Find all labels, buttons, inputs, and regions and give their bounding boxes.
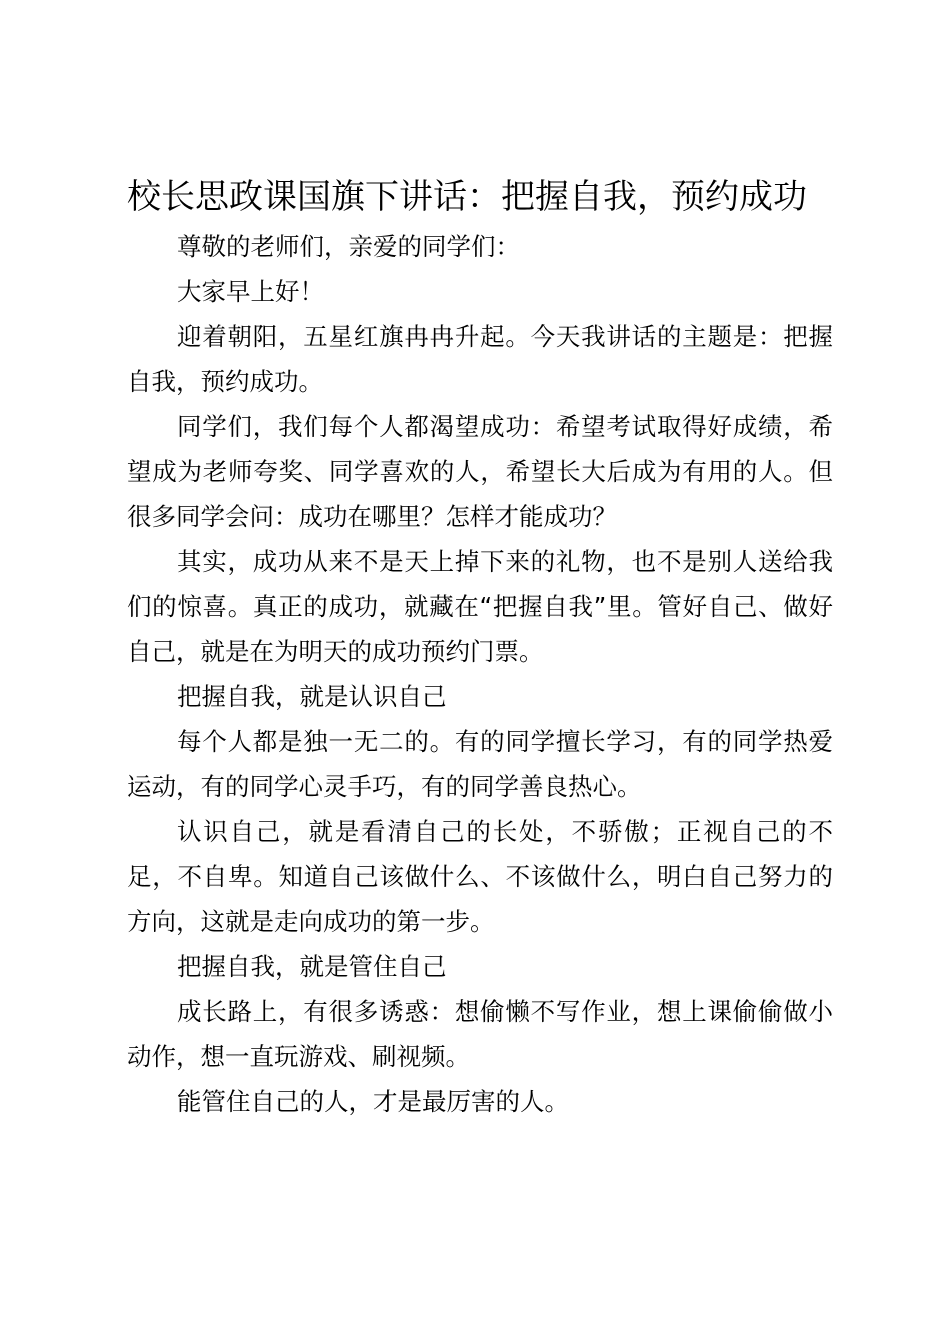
paragraph-desire-success: 同学们，我们每个人都渴望成功：希望考试取得好成绩，希望成为老师夸奖、同学喜欢的人，希望长大后成为有用的人。但很多同学会问：成功在哪里？怎样才能成功？	[127, 412, 833, 531]
section-heading-control-yourself: 把握自我，就是管住自己	[177, 952, 447, 981]
paragraph-temptations: 成长路上，有很多诱惑：想偷懒不写作业，想上课偷偷做小动作，想一直玩游戏、刷视频。	[127, 997, 833, 1071]
document-body	[127, 224, 833, 1124]
document-title: 校长思政课国旗下讲话：把握自我，预约成功	[127, 177, 807, 217]
paragraph-good-morning: 大家早上好！	[177, 277, 324, 306]
paragraph-know-strengths: 认识自己，就是看清自己的长处，不骄傲；正视自己的不足，不自卑。知道自己该做什么、不该做什么，明白自己努力的方向，这就是走向成功的第一步。	[127, 817, 833, 936]
paragraph-true-success: 其实，成功从来不是天上掉下来的礼物，也不是别人送给我们的惊喜。真正的成功，就藏在“把握自我”里。管好自己、做好自己，就是在为明天的成功预约门票。	[127, 547, 833, 666]
paragraph-theme: 迎着朝阳，五星红旗冉冉升起。今天我讲话的主题是：把握自我，预约成功。	[127, 322, 833, 396]
paragraph-greeting: 尊敬的老师们，亲爱的同学们：	[177, 232, 520, 261]
paragraph-self-control: 能管住自己的人，才是最厉害的人。	[177, 1087, 569, 1116]
section-heading-know-yourself: 把握自我，就是认识自己	[177, 682, 447, 711]
paragraph-unique: 每个人都是独一无二的。有的同学擅长学习，有的同学热爱运动，有的同学心灵手巧，有的同学善良热心。	[127, 727, 833, 801]
